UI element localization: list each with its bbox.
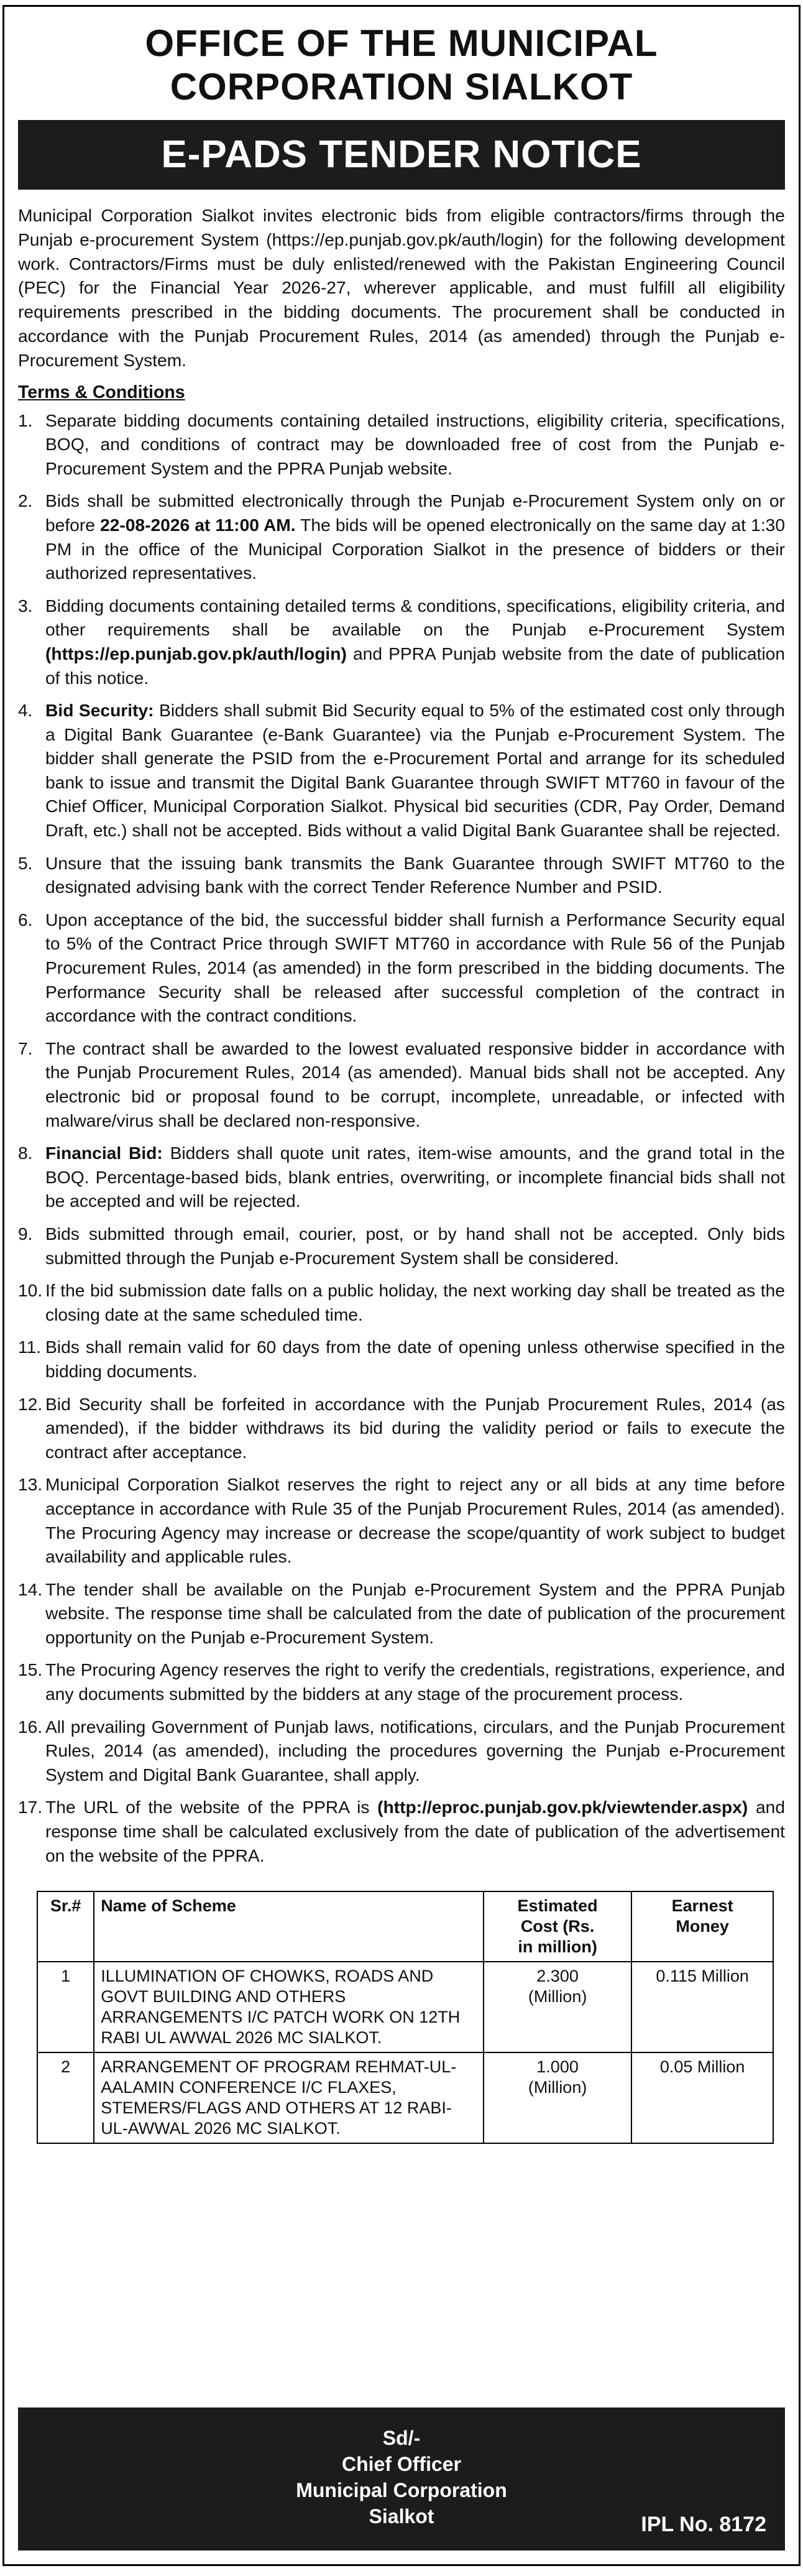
term-text bbox=[45, 1658, 785, 1706]
term-text bbox=[45, 1392, 785, 1464]
row-cost-value: 1.000 bbox=[536, 2057, 579, 2077]
term-number: 5. bbox=[18, 852, 33, 873]
row-scheme-name: ILLUMINATION OF CHOWKS, ROADS AND GOVT BUILDING AND OTHERS ARRANGEMENTS I/C PATCH WORK ON 12TH RABI UL AWWAL 2026 MC SIALKOT. bbox=[94, 1962, 484, 2052]
header-money bbox=[631, 1891, 773, 1962]
term-text bbox=[45, 1472, 785, 1568]
term-number: 11. bbox=[18, 1337, 42, 1357]
term-number: 14. bbox=[18, 1579, 43, 1599]
office-title: OFFICE OF THE MUNICIPAL CORPORATION SIALKOT bbox=[145, 22, 658, 108]
term-item bbox=[18, 1392, 785, 1464]
row-sr: 2 bbox=[37, 2052, 94, 2143]
term-text-body: The tender shall be available on the Punjab e-Procurement System and the PPRA Punjab website. The response time shall be calculated from the date of publication of the procurement opportunity on the Punjab e-Procurement System. bbox=[45, 1579, 785, 1647]
term-number: 1. bbox=[18, 410, 33, 430]
term-number: 17. bbox=[18, 1797, 43, 1817]
term-number: 8. bbox=[18, 1143, 33, 1163]
term-text-body: If the bid submission date falls on a public holiday, the next working day shall be treated as the closing date at the same scheduled time. bbox=[45, 1280, 785, 1324]
term-text bbox=[45, 1335, 785, 1383]
term-number: 16. bbox=[18, 1716, 43, 1737]
term-text-body: Bidders shall quote unit rates, item-wise amounts, and the grand total in the BOQ. Percentage-based bids, blank entries, overwriting, or incomplete financial bids shall not be accepted and will be rejected. bbox=[45, 1143, 785, 1211]
term-item bbox=[18, 1335, 785, 1383]
term-item bbox=[18, 908, 785, 1028]
term-number: 9. bbox=[18, 1223, 33, 1244]
term-text-bold: 22-08-2026 at 11:00 AM. bbox=[100, 514, 296, 535]
term-text-body: Bid Security shall be forfeited in accordance with the Punjab Procurement Rules, 2014 (as amended), if the bidder withdraws its bid during the validity period or fails to execute the contract after acceptance. bbox=[45, 1393, 785, 1462]
term-item bbox=[18, 1577, 785, 1650]
row-scheme-name: ARRANGEMENT OF PROGRAM REHMAT-UL-AALAMIN CONFERENCE I/C FLAXES, STEMERS/FLAGS AND OTHERS AT 12 RABI-UL-AWWAL 2026 MC SIALKOT. bbox=[94, 2052, 484, 2143]
term-text bbox=[45, 851, 785, 899]
term-text bbox=[45, 409, 785, 481]
intro-paragraph: Municipal Corporation Sialkot invites electronic bids from eligible contractors/firms through the Punjab e-procurement System (https://ep.punjab.gov.pk/auth/login) for the following development work. Contractors/Firms must be duly enlisted/renewed with the Pakistan Engineering Council (PEC) for the Financial Year 2026-27, wherever applicable, and must fulfill all eligibility requirements prescribed in the bidding documents. The procurement shall be conducted in accordance with the Punjab Procurement Rules, 2014 (as amended) through the Punjab e- Procurement System. bbox=[18, 205, 785, 370]
term-number: 4. bbox=[18, 700, 33, 721]
header-cost bbox=[484, 1891, 631, 1962]
header-cost-line-2: Cost (Rs. bbox=[520, 1917, 595, 1936]
term-item bbox=[18, 1036, 785, 1132]
term-text-body: and response time shall be calculated exclusively from the date of publication of the advertisement on the website of the PPRA. bbox=[45, 1797, 785, 1865]
signature-organization: Municipal Corporation bbox=[296, 2479, 507, 2501]
row-cost-unit: (Million) bbox=[528, 2078, 587, 2097]
ipl-number: IPL No. 8172 bbox=[641, 2513, 766, 2536]
term-number: 12. bbox=[18, 1393, 43, 1414]
row-cost-value: 2.300 bbox=[536, 1967, 579, 1986]
notice-title-banner: E-PADS TENDER NOTICE bbox=[18, 120, 785, 190]
term-text-bold: (https://ep.punjab.gov.pk/auth/login) bbox=[45, 643, 347, 663]
term-text-bold: Financial Bid: bbox=[45, 1143, 163, 1163]
tender-notice-page bbox=[2, 5, 801, 2566]
term-item bbox=[18, 1472, 785, 1568]
terms-list bbox=[18, 409, 785, 1868]
signature-sd: Sd/- bbox=[382, 2427, 421, 2449]
table-row bbox=[37, 1962, 773, 2052]
term-text bbox=[45, 594, 785, 690]
term-text-lead: The URL of the website of the PPRA is bbox=[45, 1797, 378, 1817]
term-text-body: Separate bidding documents containing detailed instructions, eligibility criteria, specifications, BOQ, and conditions of contract may be downloaded free of cost from the Punjab e-Procurement System and the PPRA Punjab website. bbox=[45, 410, 785, 478]
term-item bbox=[18, 1141, 785, 1213]
term-text-body: Municipal Corporation Sialkot reserves the right to reject any or all bids at any time before acceptance in accordance with Rule 35 of the Punjab Procurement Rules, 2014 (as amended). The Procuring Agency may increase or decrease the scope/quantity of work subject to budget availability and applicable rules. bbox=[45, 1474, 785, 1567]
term-text-bold: (http://eproc.punjab.gov.pk/viewtender.aspx) bbox=[377, 1797, 748, 1817]
term-number: 7. bbox=[18, 1038, 33, 1058]
term-item bbox=[18, 1658, 785, 1706]
header-money-line-2: Money bbox=[676, 1917, 729, 1936]
term-text bbox=[45, 1795, 785, 1867]
term-item bbox=[18, 1278, 785, 1326]
term-item bbox=[18, 851, 785, 899]
term-number: 10. bbox=[18, 1280, 43, 1301]
term-item bbox=[18, 698, 785, 843]
row-cost-unit: (Million) bbox=[528, 1987, 587, 2006]
term-text-body: Bids submitted through email, courier, post, or by hand shall not be accepted. Only bids submitted through the Punjab e-Procurement System shall be considered. bbox=[45, 1223, 785, 1268]
terms-heading: Terms & Conditions bbox=[18, 382, 185, 402]
term-text-body: and PPRA Punjab website from the date of publication of this notice. bbox=[45, 643, 785, 688]
term-text bbox=[45, 908, 785, 1028]
term-text-lead: Bids shall be submitted electronically through the Punjab e-Procurement System only on or before bbox=[45, 491, 785, 535]
term-item bbox=[18, 489, 785, 584]
signature-city: Sialkot bbox=[369, 2505, 434, 2528]
term-number: 13. bbox=[18, 1474, 43, 1495]
term-text-bold: Bid Security: bbox=[45, 700, 154, 721]
term-text-body: Unsure that the issuing bank transmits the Bank Guarantee through SWIFT MT760 to the designated advising bank with the correct Tender Reference Number and PSID. bbox=[45, 852, 785, 897]
term-text-lead: Bidding documents containing detailed terms & conditions, specifications, eligibility criteria, and other requirements shall be available on the Punjab e-Procurement System bbox=[45, 595, 785, 640]
row-earnest-money: 0.115 Million bbox=[631, 1962, 773, 2052]
row-earnest-money: 0.05 Million bbox=[631, 2052, 773, 2143]
signature-footer bbox=[18, 2407, 785, 2551]
term-text-body: All prevailing Government of Punjab laws, notifications, circulars, and the Punjab Procurement Rules, 2014 (as amended), including the procedures governing the Punjab e-Procurement System and Digital Bank Guarantee, shall apply. bbox=[45, 1716, 785, 1784]
term-text-body: Bidders shall submit Bid Security equal to 5% of the estimated cost only through a Digital Bank Guarantee (e-Bank Guarantee) via the Punjab e-Procurement System. The bidder shall generate the PSID from the e-Procurement Portal and arrange for its scheduled bank to issue and transmit the Digital Bank Guarantee through SWIFT MT760 in favour of the Chief Officer, Municipal Corporation Sialkot. Physical bid securities (CDR, Pay Order, Demand Draft, etc.) shall not be accepted. Bids without a valid Digital Bank Guarantee shall be rejected. bbox=[45, 700, 785, 841]
term-number: 3. bbox=[18, 595, 33, 616]
term-text-body: The bids will be opened electronically on the same day at 1:30 PM in the office of the Municipal Corporation Sialkot in the presence of bidders or their authorized representatives. bbox=[45, 514, 785, 583]
term-text-body: The Procuring Agency reserves the right to verify the credentials, registrations, experience, and any documents submitted by the bidders at any stage of the procurement process. bbox=[45, 1660, 785, 1704]
term-number: 6. bbox=[18, 909, 33, 930]
row-sr: 1 bbox=[37, 1962, 94, 2052]
term-text bbox=[45, 1577, 785, 1650]
term-text bbox=[45, 698, 785, 843]
term-text bbox=[45, 489, 785, 584]
term-number: 2. bbox=[18, 491, 33, 511]
table-header-row bbox=[37, 1891, 773, 1962]
header-money-line-1: Earnest bbox=[671, 1896, 733, 1916]
signature-designation: Chief Officer bbox=[341, 2453, 462, 2475]
term-text bbox=[45, 1278, 785, 1326]
term-text bbox=[45, 1222, 785, 1270]
term-text bbox=[45, 1036, 785, 1132]
term-item bbox=[18, 1795, 785, 1867]
term-item bbox=[18, 594, 785, 690]
schemes-table bbox=[37, 1891, 774, 2144]
term-text bbox=[45, 1715, 785, 1787]
row-cost bbox=[484, 1962, 631, 2052]
header-sr: Sr.# bbox=[37, 1891, 94, 1962]
term-item bbox=[18, 1222, 785, 1270]
header-name: Name of Scheme bbox=[94, 1891, 484, 1962]
term-item bbox=[18, 1715, 785, 1787]
term-number: 15. bbox=[18, 1660, 43, 1680]
row-cost bbox=[484, 2052, 631, 2143]
term-text-body: The contract shall be awarded to the lowest evaluated responsive bidder in accordance with the Punjab Procurement Rules, 2014 (as amended). Manual bids shall not be accepted. Any electronic bid or proposal found to be corrupt, incomplete, unreadable, or infected with malware/virus shall be declared non-responsive. bbox=[45, 1038, 785, 1130]
term-text-body: Upon acceptance of the bid, the successful bidder shall furnish a Performance Security equal to 5% of the Contract Price through SWIFT MT760 in accordance with Rule 56 of the Punjab Procurement Rules, 2014 (as amended) in the form prescribed in the bidding documents. The Performance Security shall be released after successful completion of the contract in accordance with the contract conditions. bbox=[45, 909, 785, 1026]
table-row bbox=[37, 2052, 773, 2143]
term-item bbox=[18, 409, 785, 481]
header-cost-line-1: Estimated bbox=[517, 1896, 598, 1916]
header-cost-line-3: in million) bbox=[518, 1937, 597, 1957]
term-text bbox=[45, 1141, 785, 1213]
term-text-body: Bids shall remain valid for 60 days from the date of opening unless otherwise specified in the bidding documents. bbox=[45, 1337, 785, 1381]
